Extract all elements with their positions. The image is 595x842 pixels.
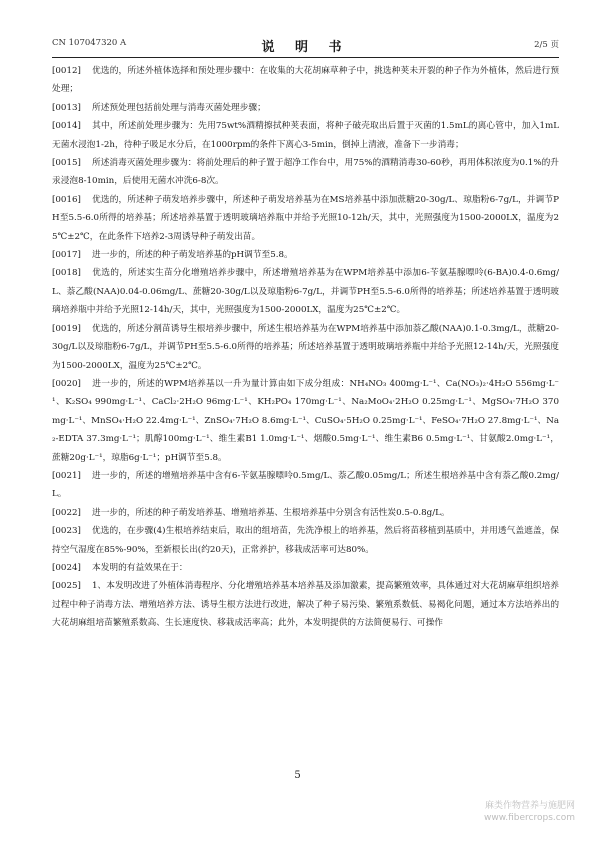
- paragraph-number: [0025]: [52, 581, 81, 592]
- paragraph: [52, 246, 559, 264]
- paragraph: [52, 264, 559, 319]
- paragraph-number: [0019]: [52, 323, 81, 334]
- paragraph: [52, 191, 559, 246]
- paragraph: [52, 467, 559, 504]
- paragraph: [52, 320, 559, 375]
- watermark: [484, 800, 575, 824]
- paragraph-number: [0024]: [52, 562, 81, 573]
- page-number: 5: [294, 770, 301, 781]
- watermark-url: www.fibercrops.com: [484, 813, 575, 823]
- paragraph: [52, 522, 559, 559]
- page-header: [52, 36, 559, 54]
- paragraph-text: 优选的，所述分割苗诱导生根培养步骤中，所述生根培养基为在WPM培养基中添加萘乙酸(NAA)0.1-0.3mg/L，蔗糖20-30g/L以及琼脂粉6-7g/L，并调节PH至5.5-6.0所得的培养基；所述培养基置于透明玻璃培养瓶中并给予光照12-14h/天，光照强度为1500-2000LX，温度为25℃±2℃。: [52, 323, 559, 371]
- paragraph-text: 进一步的，所述的增殖培养基中含有6-苄氨基腺嘌呤0.5mg/L、萘乙酸0.05mg/L；所述生根培养基中含有萘乙酸0.2mg/L。: [52, 470, 559, 500]
- paragraph-number: [0017]: [52, 250, 81, 261]
- paragraph-text: 本发明的有益效果在于：: [92, 562, 188, 573]
- paragraph-text: 优选的，所述种子萌发培养步骤中，所述种子萌发培养基为在MS培养基中添加蔗糖20-30g/L、琼脂粉6-7g/L，并调节PH至5.5-6.0所得的培养基；所述培养基置于透明玻璃培养瓶中并给予光照10-12h/天，其中，光照强度为1500-2000LX，温度为25℃±2℃，在此条件下培养2-3周诱导种子萌发出苗。: [52, 194, 559, 242]
- paragraph-number: [0016]: [52, 194, 81, 205]
- paragraph-text: 优选的，所述外植体选择和预处理步骤中：在收集的大花胡麻草种子中，挑选种荚未开裂的种子作为外植体，然后进行预处理；: [52, 66, 559, 95]
- paragraph: [52, 577, 559, 632]
- paragraph: [52, 375, 559, 467]
- paragraph-number: [0022]: [52, 507, 81, 518]
- paragraph-text: 所述预处理包括前处理与消毒灭菌处理步骤；: [92, 102, 266, 113]
- document-title: 说 明 书: [261, 40, 350, 55]
- paragraph: [52, 117, 559, 154]
- paragraph: [52, 154, 559, 191]
- paragraph-number: [0018]: [52, 268, 81, 279]
- header-divider: [52, 57, 559, 58]
- paragraph-number: [0023]: [52, 526, 81, 537]
- paragraph-text: 所述消毒灭菌处理步骤为：将前处理后的种子置于超净工作台中，用75%的酒精消毒30-60秒，再用体积浓度为0.1%的升汞浸泡8-10min，后使用无菌水冲洗6-8次。: [52, 158, 559, 187]
- paragraph-text: 优选的，在步骤(4)生根培养结束后，取出的组培苗，先洗净根上的培养基，然后将苗移植到基质中，并用透气盖遮盖，保持空气湿度在85%-90%，至新根长出(约20天)，正常养护，移栽成活率可达80%。: [52, 526, 559, 555]
- page-indicator: 2/5 页: [534, 40, 559, 50]
- paragraph-number: [0013]: [52, 102, 81, 113]
- paragraph-number: [0015]: [52, 158, 81, 169]
- paragraph-number: [0020]: [52, 378, 81, 389]
- paragraph: [52, 99, 559, 117]
- paragraph: [52, 62, 559, 99]
- paragraph-text: 进一步的，所述的WPM培养基以一升为量计算由如下成分组成：NH₄NO₃ 400mg·L⁻¹、Ca(NO₃)₂·4H₂O 556mg·L⁻¹、K₂SO₄ 990mg·L⁻¹、CaCl₂·2H₂O 96mg·L⁻¹、KH₂PO₄ 170mg·L⁻¹、Na₂MoO₄·2H₂O 0.25mg·L⁻¹、MgSO₄·7H₂O 370mg·L⁻¹、MnSO₄·H₂O 22.4mg·L⁻¹、ZnSO₄·7H₂O 8.6mg·L⁻¹、CuSO₄·5H₂O 0.25mg·L⁻¹、FeSO₄·7H₂O 27.8mg·L⁻¹、Na₂-EDTA 37.3mg·L⁻¹；肌醇100mg·L⁻¹、维生素B1 1.0mg·L⁻¹、烟酸0.5mg·L⁻¹、维生素B6 0.5mg·L⁻¹、甘氨酸2.0mg·L⁻¹，蔗糖20g·L⁻¹，琼脂6g·L⁻¹；pH调节至5.8。: [52, 378, 559, 463]
- paragraph-text: 其中，所述前处理步骤为：先用75wt%酒精擦拭种荚表面，将种子破壳取出后置于灭菌的1.5mL的离心管中，加入1mL无菌水浸泡1-2h，待种子吸足水分后，在1000rpm的条件下离心3-5min，倒掉上清液，准备下一步消毒；: [52, 121, 559, 150]
- paragraph-number: [0021]: [52, 470, 81, 481]
- paragraph-text: 进一步的，所述的种子萌发培养基、增殖培养基、生根培养基中分别含有活性炭0.5-0.8g/L。: [92, 507, 450, 518]
- patent-number: CN 107047320 A: [52, 38, 127, 48]
- paragraph-number: [0012]: [52, 66, 81, 76]
- paragraph-text: 1、本发明改进了外植体消毒程序、分化增殖培养基本培养基及添加激素，提高繁殖效率，具体通过对大花胡麻草组织培养过程中种子消毒方法、增殖培养方法、诱导生根方法进行改进，解决了种子易污染、繁殖系数低、易褐化问题，通过本方法培养出的大花胡麻组培苗繁殖系数高、生长速度快、移栽成活率高；此外，本发明提供的方法简便易行、可操作: [52, 581, 559, 629]
- paragraph-number: [0014]: [52, 121, 81, 132]
- paragraph-text: 进一步的，所述的种子萌发培养基的pH调节至5.8。: [92, 250, 293, 261]
- document-body: [52, 62, 559, 633]
- paragraph: [52, 504, 559, 522]
- paragraph-text: 优选的，所述实生苗分化增殖培养步骤中，所述增殖培养基为在WPM培养基中添加6-苄氨基腺嘌呤(6-BA)0.4-0.6mg/L、萘乙酸(NAA)0.04-0.06mg/L、蔗糖20-30g/L以及琼脂粉6-7g/L，并调节PH至5.5-6.0所得的培养基；所述培养基置于透明玻璃培养瓶中并给予光照12-14h/天，其中，光照强度为1500-2000LX，温度为25℃±2℃。: [52, 268, 559, 316]
- paragraph: [52, 559, 559, 577]
- watermark-site-name: 麻类作物营养与施肥网: [484, 801, 575, 811]
